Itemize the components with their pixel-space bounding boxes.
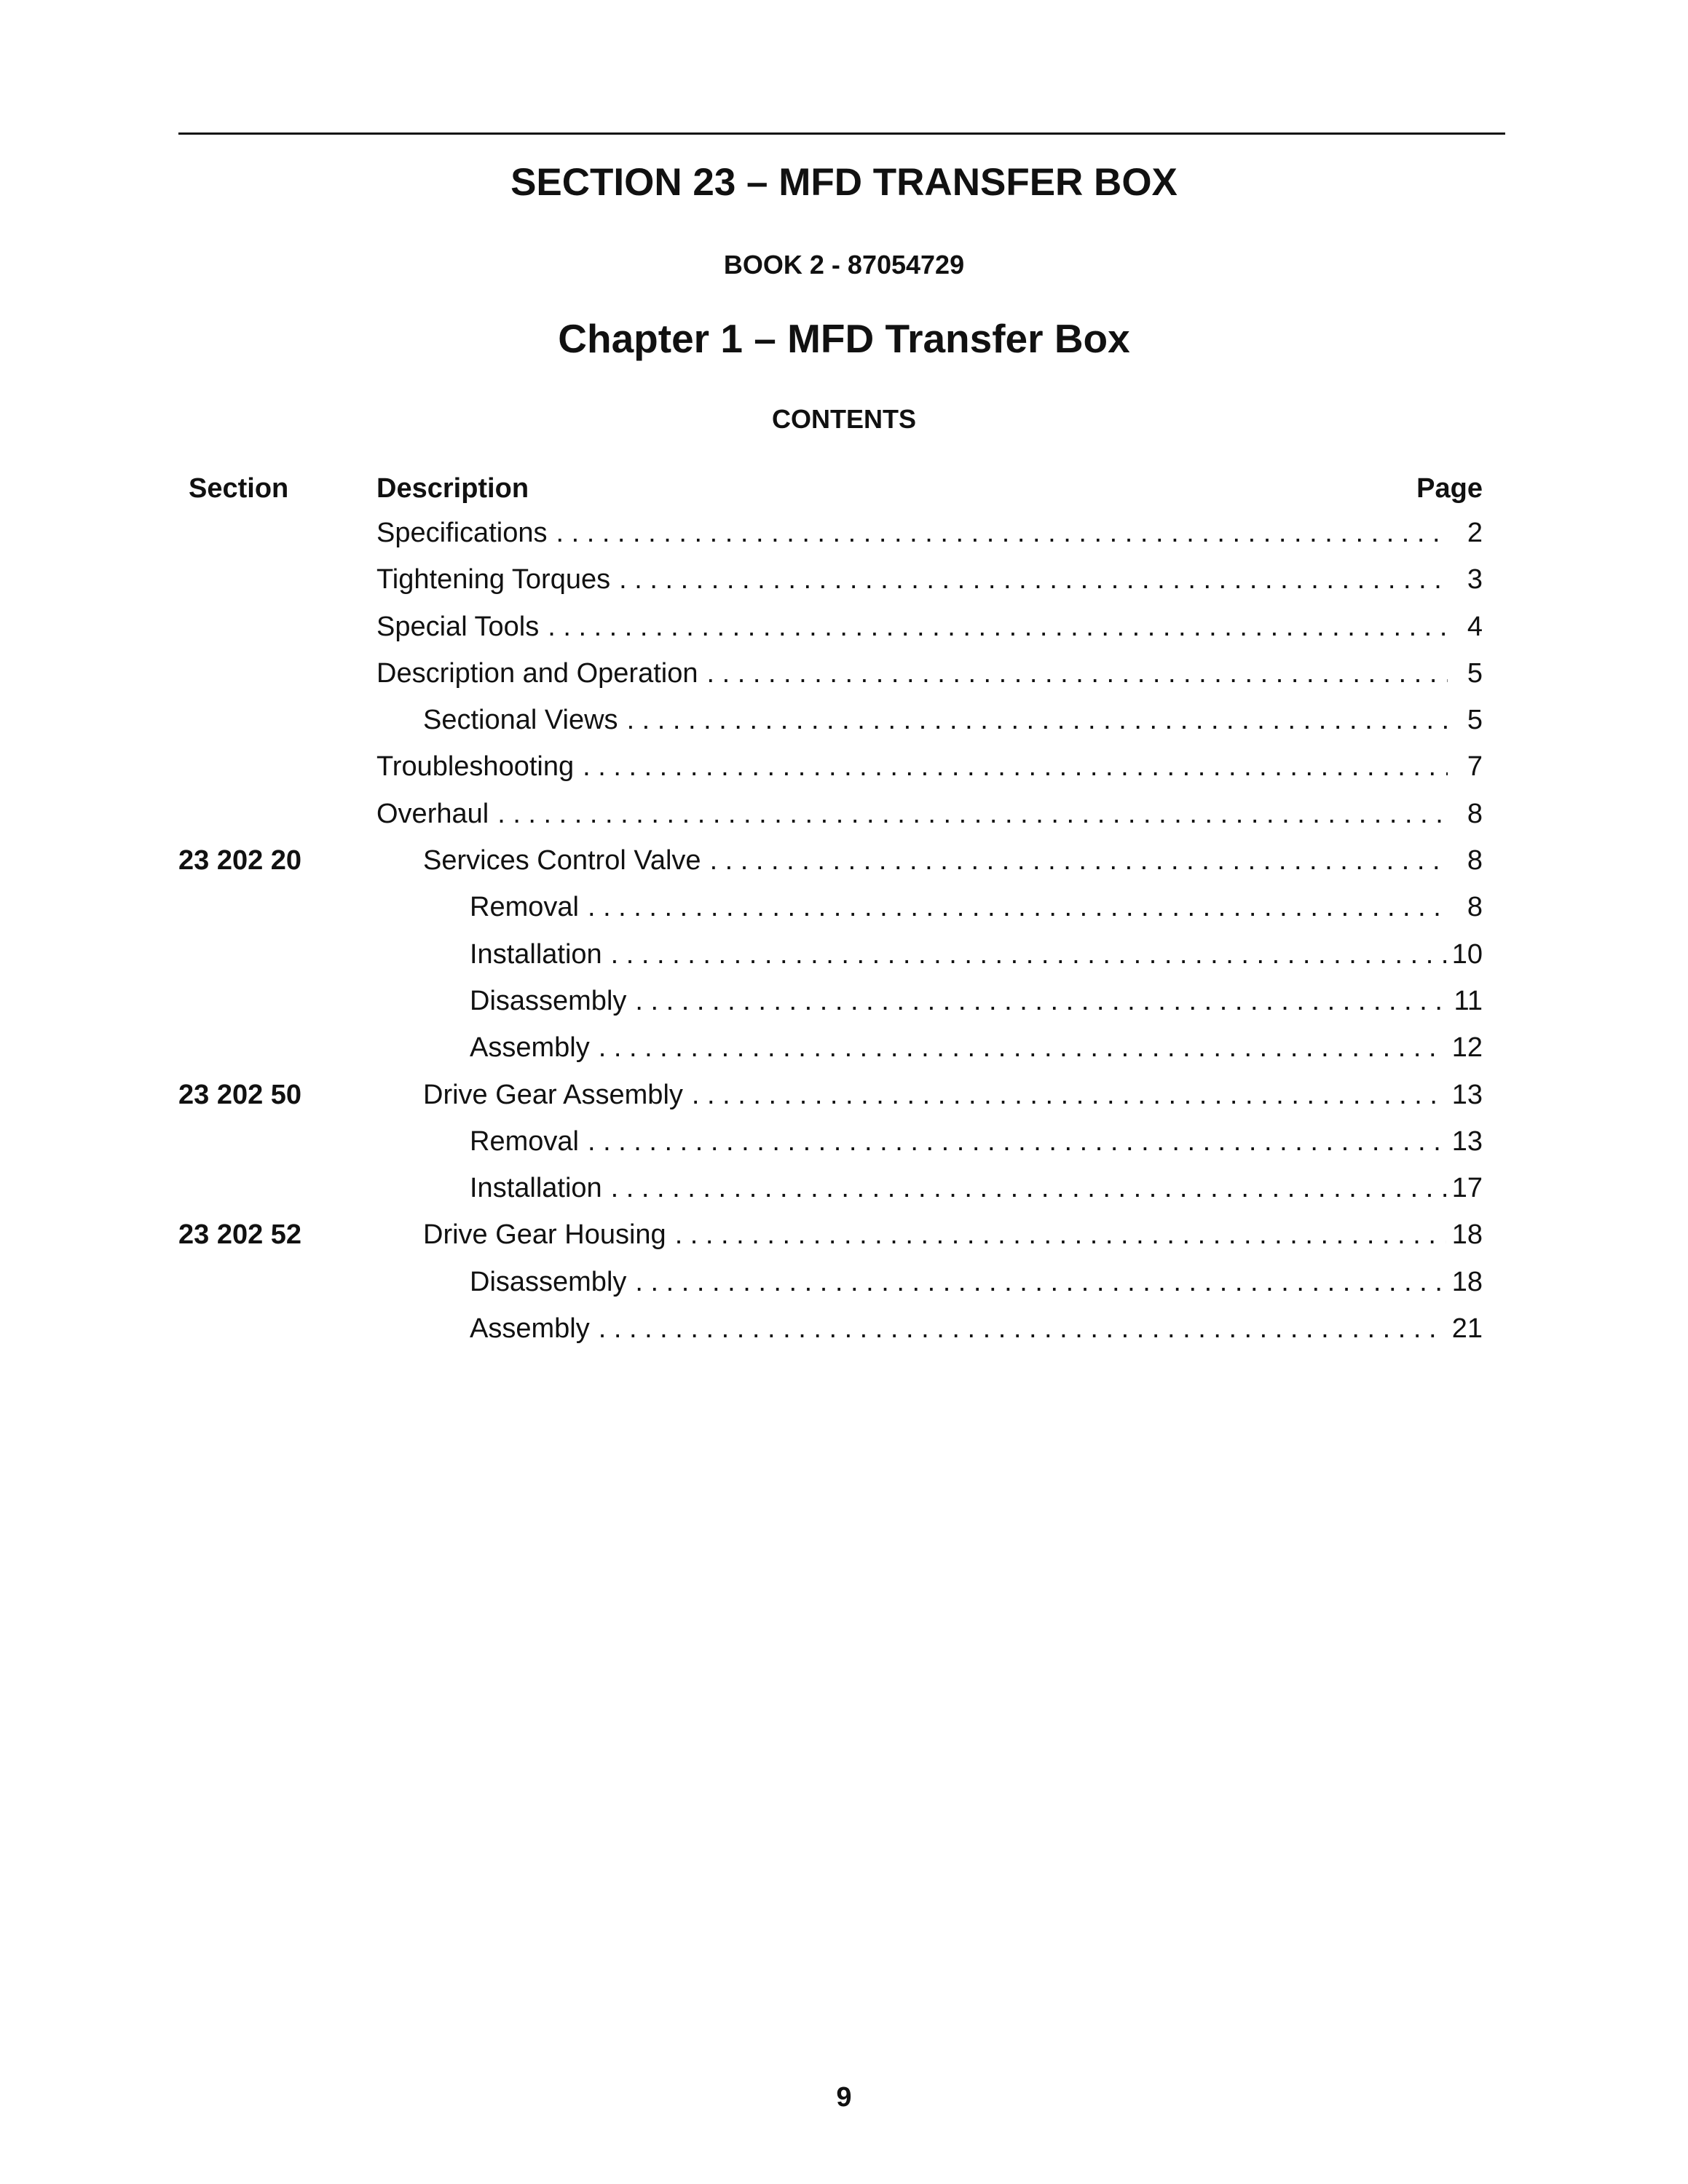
toc-row: [0, 1118, 1688, 1165]
toc-row: [0, 978, 1688, 1024]
toc-entry-page: 18: [1451, 1266, 1483, 1297]
toc-entry-page: 5: [1467, 657, 1483, 689]
toc-entry-page: 13: [1451, 1125, 1483, 1157]
dot-leader: [599, 1024, 1446, 1071]
toc-row: [0, 791, 1688, 837]
toc-entry-label: Tightening Torques: [376, 564, 611, 596]
toc-entry-label: Removal: [470, 1125, 579, 1157]
toc-entry-page: 4: [1467, 611, 1483, 642]
toc-row: [0, 743, 1688, 790]
toc-entry-page: 11: [1454, 985, 1483, 1016]
toc-row: [0, 1024, 1688, 1071]
contents-heading: CONTENTS: [772, 404, 916, 434]
toc-entry: [470, 1118, 1483, 1165]
toc-entry-page: 8: [1467, 845, 1483, 877]
toc-row: [0, 1165, 1688, 1211]
toc-row: [0, 1072, 1688, 1118]
chapter-title: Chapter 1 – MFD Transfer Box: [558, 316, 1130, 361]
toc-row: [0, 510, 1688, 556]
toc-entry-label: Specifications: [376, 518, 548, 548]
toc-entry-page: 21: [1451, 1313, 1483, 1345]
toc-section-number: 23 202 50: [178, 1079, 302, 1110]
toc-entry-label: Drive Gear Housing: [423, 1219, 666, 1251]
toc-row: [0, 650, 1688, 697]
toc-row: [0, 1305, 1688, 1352]
toc-entry: [470, 1259, 1483, 1305]
toc-row: [0, 931, 1688, 978]
toc-entry-page: 5: [1467, 705, 1483, 736]
toc-row: [0, 1259, 1688, 1305]
dot-leader: [635, 1259, 1446, 1305]
toc-entry: [470, 931, 1483, 978]
toc-entry: [470, 1024, 1483, 1071]
toc-entry: [470, 884, 1483, 930]
toc-entry: [376, 743, 1483, 790]
dot-leader: [611, 931, 1446, 978]
dot-leader: [706, 650, 1448, 697]
toc-entry-page: 10: [1451, 938, 1483, 970]
toc-row: [0, 1211, 1688, 1258]
toc-entry: [376, 604, 1483, 650]
toc-entry-label: Removal: [470, 892, 579, 923]
toc-entry-label: Disassembly: [470, 985, 627, 1016]
toc-entry: [376, 650, 1483, 697]
dot-leader: [497, 791, 1448, 837]
toc-entry-page: 3: [1467, 564, 1483, 596]
dot-leader: [588, 1118, 1446, 1165]
toc-entry-label: Sectional Views: [423, 705, 618, 736]
dot-leader: [548, 604, 1448, 650]
toc-entry-page: 8: [1467, 892, 1483, 923]
toc-entry-page: 17: [1451, 1173, 1483, 1204]
toc-entry-page: 2: [1467, 518, 1483, 548]
toc-entry: [423, 1072, 1483, 1118]
toc-entry-label: Drive Gear Assembly: [423, 1079, 683, 1110]
toc-entry-label: Troubleshooting: [376, 751, 575, 783]
dot-leader: [611, 1165, 1446, 1211]
toc-entry-page: 13: [1451, 1079, 1483, 1110]
toc-entry: [376, 510, 1483, 556]
dot-leader: [692, 1072, 1446, 1118]
dot-leader: [675, 1211, 1446, 1258]
toc-entry: [376, 556, 1483, 603]
toc-entry: [470, 1305, 1483, 1352]
toc-entry-label: Installation: [470, 1173, 602, 1204]
toc-row: [0, 884, 1688, 930]
toc-entry-label: Overhaul: [376, 798, 489, 829]
toc-section-number: 23 202 52: [178, 1219, 302, 1251]
toc-row: [0, 604, 1688, 650]
toc-row: [0, 556, 1688, 603]
column-header-section: Section: [189, 473, 289, 504]
section-title: SECTION 23 – MFD TRANSFER BOX: [510, 161, 1178, 204]
dot-leader: [583, 743, 1448, 790]
dot-leader: [635, 978, 1448, 1024]
dot-leader: [619, 556, 1448, 603]
toc-entry-page: 12: [1451, 1032, 1483, 1064]
toc-entry-label: Special Tools: [376, 611, 540, 642]
toc-entry: [423, 1211, 1483, 1258]
toc-entry: [470, 1165, 1483, 1211]
table-of-contents: [0, 510, 1688, 1352]
dot-leader: [556, 510, 1448, 556]
toc-entry-label: Installation: [470, 938, 602, 970]
dot-leader: [627, 697, 1448, 743]
dot-leader: [588, 884, 1448, 930]
column-header-description: Description: [376, 473, 529, 504]
toc-entry: [376, 791, 1483, 837]
toc-entry-label: Description and Operation: [376, 657, 698, 689]
dot-leader: [710, 837, 1448, 884]
toc-entry-label: Assembly: [470, 1313, 590, 1345]
book-number: BOOK 2 - 87054729: [723, 250, 965, 280]
column-header-page: Page: [1416, 473, 1483, 504]
toc-section-number: 23 202 20: [178, 845, 302, 877]
toc-entry: [423, 837, 1483, 884]
toc-entry: [423, 697, 1483, 743]
toc-row: [0, 697, 1688, 743]
toc-entry-page: 7: [1467, 751, 1483, 783]
toc-row: [0, 837, 1688, 884]
page-number: 9: [836, 2082, 852, 2113]
toc-entry: [470, 978, 1483, 1024]
toc-entry-label: Disassembly: [470, 1266, 627, 1297]
top-rule: [178, 132, 1505, 135]
toc-entry-page: 18: [1451, 1219, 1483, 1251]
toc-entry-label: Services Control Valve: [423, 845, 701, 877]
dot-leader: [599, 1305, 1446, 1352]
toc-entry-page: 8: [1467, 798, 1483, 829]
toc-entry-label: Assembly: [470, 1032, 590, 1064]
